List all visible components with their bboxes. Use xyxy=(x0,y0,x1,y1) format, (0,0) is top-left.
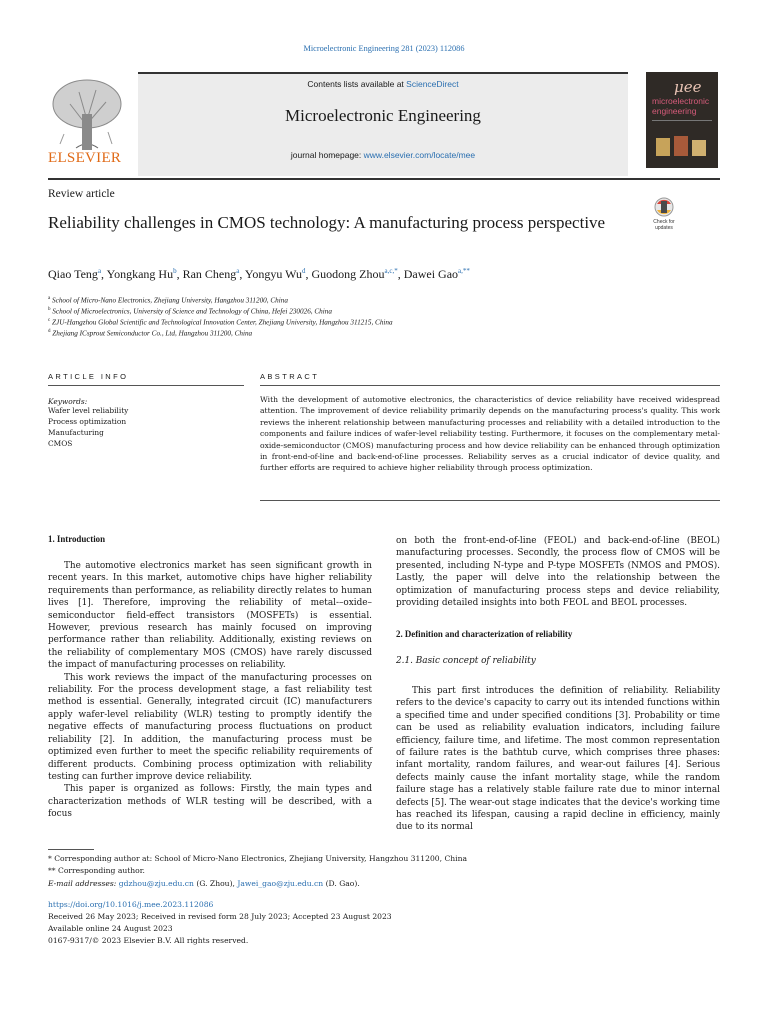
journal-name: Microelectronic Engineering xyxy=(285,106,481,125)
footnote-corresponding-1: * Corresponding author at: School of Micro-Nano Electronics, Zhejiang University, Hangzhou 311200, China xyxy=(48,854,468,863)
affiliation-b: $^b$ School of Microelectronics, University of Science and Technology of China, Hefei 230026, China xyxy=(48,307,332,316)
article-info-divider xyxy=(48,385,244,386)
author-name[interactable]: Yongkang Hu xyxy=(106,267,174,281)
author-affiliation-mark[interactable]: a,c,* xyxy=(384,267,398,275)
svg-text:updates: updates xyxy=(655,225,673,231)
footnote-divider xyxy=(48,849,94,850)
available-online-date: Available online 24 August 2023 xyxy=(48,924,173,933)
author-affiliation-mark[interactable]: a xyxy=(97,267,102,275)
elsevier-wordmark: ELSEVIER xyxy=(48,150,122,166)
journal-homepage-line: journal homepage: www.elsevier.com/locate/mee xyxy=(290,150,476,160)
svg-text:Check for: Check for xyxy=(653,219,675,225)
footnote-corresponding-2: ** Corresponding author. xyxy=(48,866,145,875)
keyword-item: Process optimization xyxy=(48,417,127,426)
doi-link[interactable]: https://doi.org/10.1016/j.mee.2023.112086 xyxy=(48,900,214,909)
contents-availability-line: Contents lists available at ScienceDirect xyxy=(307,79,459,89)
body-column-left xyxy=(48,560,372,821)
footnote-emails: E-mail addresses: gdzhou@zju.edu.cn (G. Zhou), Jawei_gao@zju.edu.cn (D. Gao). xyxy=(48,879,360,888)
article-info-heading: ARTICLE INFO xyxy=(48,372,129,381)
affiliation-a: $^a$ School of Micro-Nano Electronics, Zhejiang University, Hangzhou 311200, China xyxy=(48,296,288,305)
paragraph: This paper is organized as follows: Firstly, the main types and characterization methods of WLR testing will be described, with a focus xyxy=(48,784,372,820)
author-name[interactable]: Qiao Teng xyxy=(48,267,98,281)
article-type: Review article xyxy=(48,188,115,200)
author-name[interactable]: Dawei Gao xyxy=(403,267,459,281)
cover-graphic-icon xyxy=(654,132,710,162)
email-link-gao[interactable]: Jawei_gao@zju.edu.cn xyxy=(237,879,324,888)
abstract-divider xyxy=(260,385,720,386)
received-dates: Received 26 May 2023; Received in revised form 28 July 2023; Accepted 23 August 2023 xyxy=(48,912,392,921)
keyword-item: CMOS xyxy=(48,439,73,448)
keyword-item: Manufacturing xyxy=(48,428,104,437)
author-list: Qiao Teng$^a$, Yongkang Hu$^b$, Ran Cheng$^a$, Yongyu Wu$^d$, Guodong Zhou$^{a,c,*}$, Dawei Gao$^{a,**}$ xyxy=(48,267,470,281)
author-name[interactable]: Yongyu Wu xyxy=(244,267,303,281)
section-2-1-title: 2.1. Basic concept of reliability xyxy=(396,656,536,666)
section-1-title: 1. Introduction xyxy=(48,534,106,544)
abstract-text: With the development of automotive electronics, the characteristics of device reliability have received widespread attention. The improvement of device reliability primarily depends on the manufacturing process's quality. This work reviews the inherent relationship between manufacturing processes and reliability with a detailed introduction to the components and failure indices of wafer-level reliability testing. Furthermore, it focuses on the complementary metal-oxide-semiconductor (CMOS) manufacturing process and how device reliability can be enhanced through optimization in front-end-of-line and back-end-of-line processes. Reliability serves as a crucial indicator of device quality, and further efforts are required to achieve higher reliability through process optimization. xyxy=(260,395,720,473)
section-2-title: 2. Definition and characterization of reliability xyxy=(396,629,573,639)
paragraph: The automotive electronics market has seen significant growth in recent years. In this market, automotive chips have higher reliability requirements than performance, as reliability directly relates to human lives [1]. Therefore, improving the reliability of metal-–oxide–semiconductor field-effect transistors (MOSFETs) is essential. However, previous research has mainly focused on improving performance rather than reliability. Additionally, existing reviews on the reliability of complementary MOS (CMOS) have rarely discussed the impact of manufacturing processes on reliability. xyxy=(48,561,372,671)
paragraph: This part first introduces the definition of reliability. Reliability refers to the device's capacity to carry out its intended functions within a specified time and under specified conditions [3]. Probability or time can be used as reliability evaluation indicators, including failure efficiency, failure time, and lifetime. The most common representation of failure rates is the bathtub curve, which comprises three phases: infant mortality, random failures, and wear-out failures [4]. Serious defects mainly cause the infant mortality stage, while the random failure stage has a relatively stable failure rate due to minor internal defects [5]. The wear-out stage indicates that the device's working time has reached its lifespan, causing a rapid decline in efficiency, mainly due to its normal xyxy=(396,686,720,833)
abstract-bottom-divider xyxy=(260,500,720,501)
affiliation-d: $^d$ Zhejiang ICsprout Semiconductor Co., Ltd, Hangzhou 311200, China xyxy=(48,329,253,338)
article-title: Reliability challenges in CMOS technology: A manufacturing process perspective xyxy=(48,213,606,232)
affiliation-c: $^c$ ZJU-Hangzhou Global Scientific and Technological Innovation Center, Zhejiang University, Hangzhou 311215, China xyxy=(48,318,393,327)
body-column-right-bottom xyxy=(396,685,720,834)
author-name[interactable]: Ran Cheng xyxy=(182,267,237,281)
author-affiliation-mark[interactable]: a xyxy=(236,267,240,275)
author-affiliation-mark[interactable]: b xyxy=(173,267,177,275)
keyword-item: Wafer level reliability xyxy=(48,406,129,415)
body-column-right-top xyxy=(396,535,720,609)
author-affiliation-mark[interactable]: d xyxy=(302,267,306,275)
keywords-label: Keywords: xyxy=(48,397,88,406)
journal-homepage-link[interactable]: www.elsevier.com/locate/mee xyxy=(363,150,476,160)
author-affiliation-mark[interactable]: a,** xyxy=(458,267,470,275)
copyright-notice: 0167-9317/© 2023 Elsevier B.V. All rights reserved. xyxy=(48,936,249,945)
journal-cover-thumbnail[interactable]: μee microelectronic engineering xyxy=(646,72,718,168)
abstract-heading: ABSTRACT xyxy=(260,372,320,381)
author-name[interactable]: Guodong Zhou xyxy=(311,267,385,281)
crossmark-icon[interactable] xyxy=(644,196,684,232)
paragraph: This work reviews the impact of the manufacturing processes on reliability. For the process development stage, a fast reliability test method is essential. Generally, integrated circuit (IC) manufacturers apply wafer-level reliability (WLR) testing to promptly identify the negative effects of manufacturing process fluctuations on product reliability [2]. In addition, the manufacturing process must be optimized even further to meet the specific reliability requirements of different products. Combining process optimization with reliability testing can further improve device reliability. xyxy=(48,672,372,782)
journal-citation[interactable]: Microelectronic Engineering 281 (2023) 112086 xyxy=(303,44,465,53)
sciencedirect-link[interactable]: ScienceDirect xyxy=(406,79,459,89)
paragraph: on both the front-end-of-line (FEOL) and back-end-of-line (BEOL) manufacturing processes. Secondly, the process flow of CMOS will be presented, including N-type and P-type MOSFETs (NMOS and PMOS). Lastly, the paper will delve into the relationship between the optimization of manufacturing process steps and device reliability, providing detailed insights into both FEOL and BEOL processes. xyxy=(396,536,720,609)
email-link-zhou[interactable]: gdzhou@zju.edu.cn xyxy=(118,879,194,888)
header-divider xyxy=(48,178,720,180)
